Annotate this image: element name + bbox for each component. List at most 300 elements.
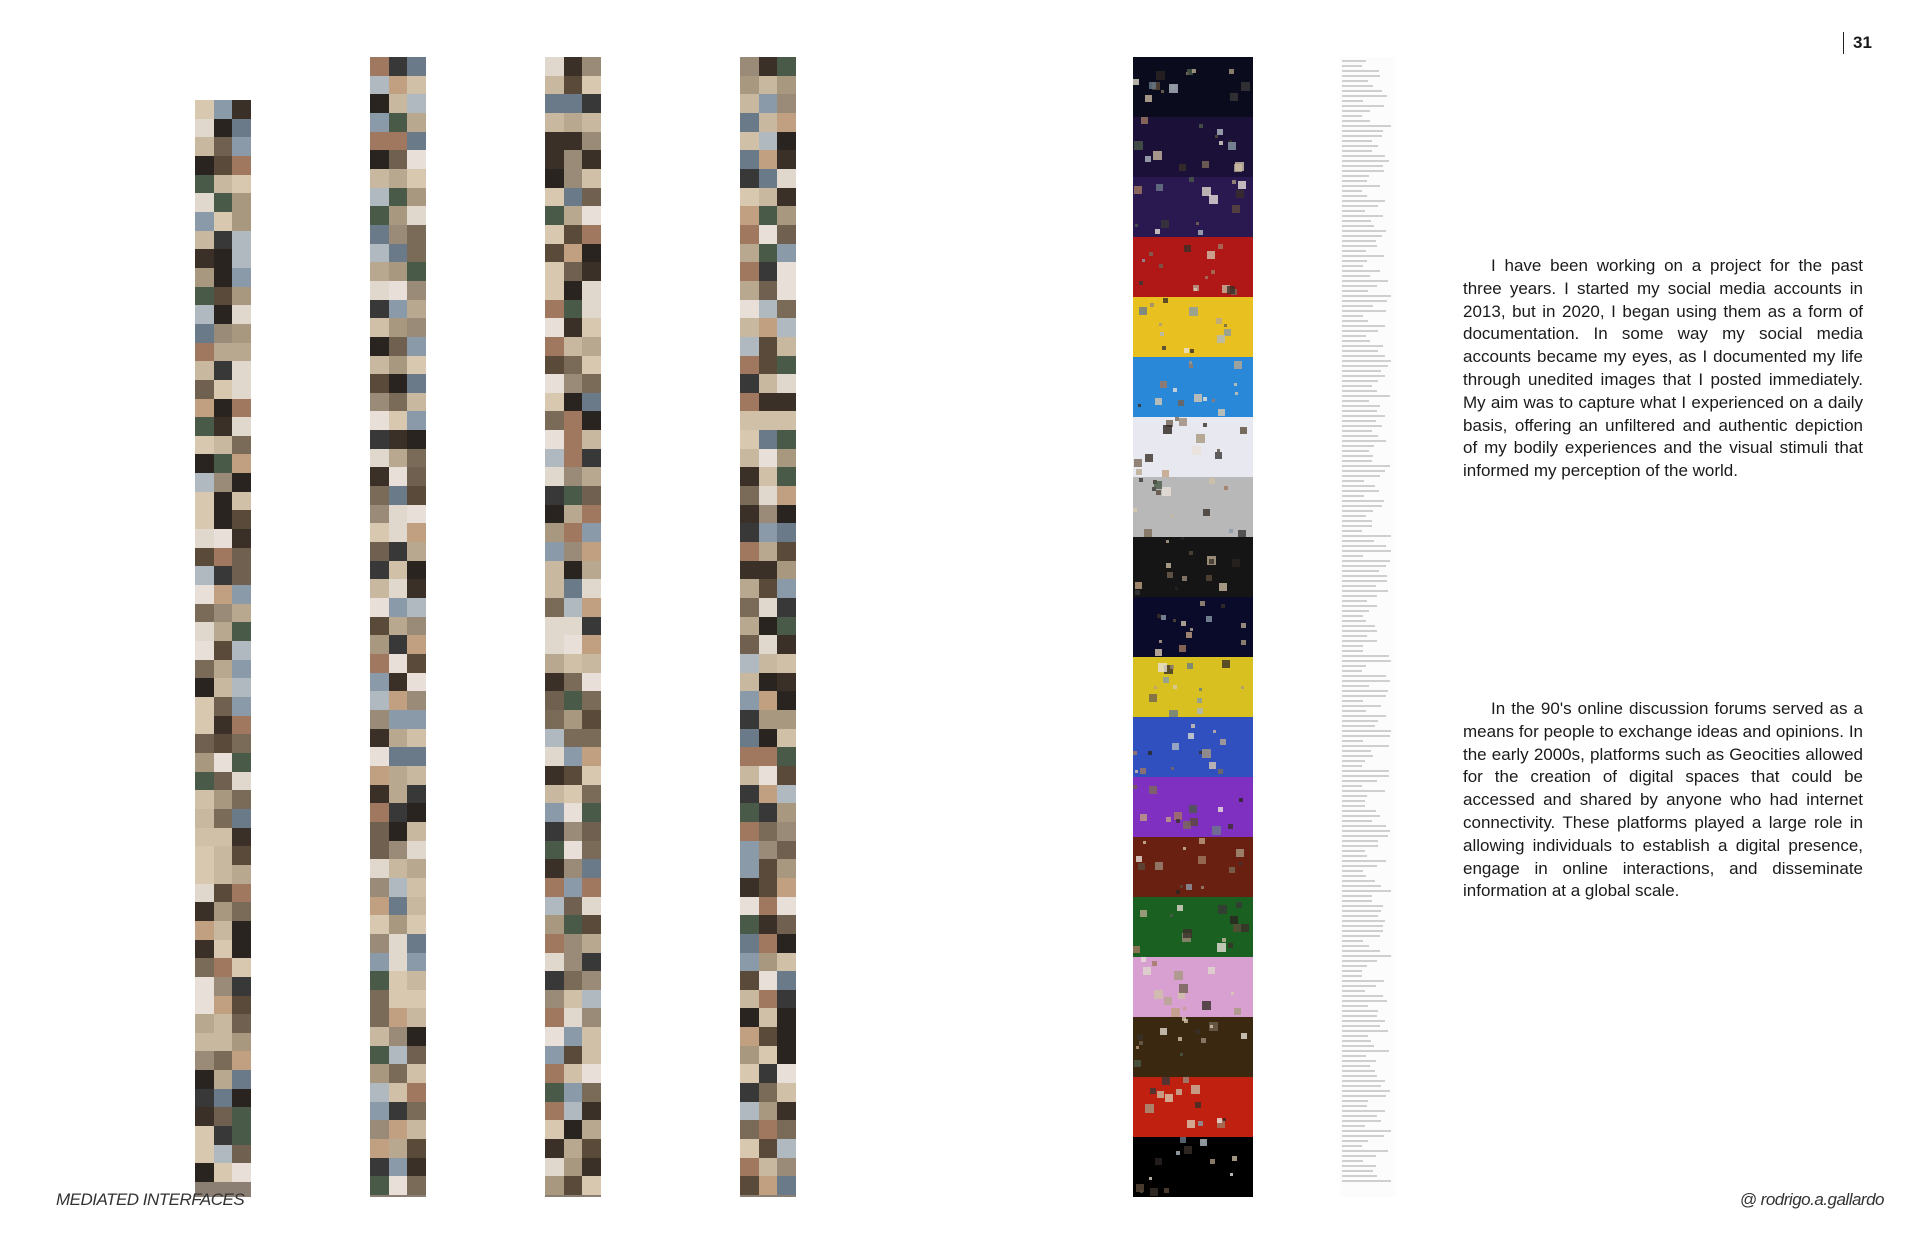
photo-thumbnail xyxy=(407,94,426,113)
text-line xyxy=(1342,1135,1384,1137)
photo-thumbnail xyxy=(759,542,778,561)
text-line xyxy=(1342,730,1391,732)
photo-thumbnail xyxy=(545,1176,564,1195)
photo-thumbnail xyxy=(232,996,251,1015)
text-line xyxy=(1342,1055,1366,1057)
photo-thumbnail xyxy=(564,1083,583,1102)
photo-thumbnail xyxy=(777,169,796,188)
photo-thumbnail xyxy=(759,579,778,598)
text-line xyxy=(1342,140,1372,142)
text-line xyxy=(1342,475,1380,477)
photo-thumbnail xyxy=(759,654,778,673)
text-line xyxy=(1342,370,1381,372)
photo-thumbnail xyxy=(214,566,233,585)
photo-thumbnail xyxy=(582,1176,601,1195)
photo-thumbnail xyxy=(370,1158,389,1177)
photo-thumbnail xyxy=(564,1027,583,1046)
photo-thumbnail xyxy=(214,660,233,679)
photo-thumbnail xyxy=(389,430,408,449)
text-line xyxy=(1342,460,1372,462)
text-line xyxy=(1342,550,1391,552)
text-line xyxy=(1342,330,1378,332)
photo-thumbnail xyxy=(545,356,564,375)
photo-thumbnail xyxy=(195,940,214,959)
photo-grid-strip-1 xyxy=(195,100,251,1197)
photo-thumbnail xyxy=(214,529,233,548)
photo-thumbnail xyxy=(232,417,251,436)
photo-thumbnail xyxy=(740,673,759,692)
text-line xyxy=(1342,510,1373,512)
photo-thumbnail xyxy=(564,990,583,1009)
photo-thumbnail xyxy=(759,822,778,841)
text-line xyxy=(1342,420,1376,422)
photo-thumbnail xyxy=(582,841,601,860)
photo-thumbnail xyxy=(214,175,233,194)
photo-thumbnail xyxy=(740,1083,759,1102)
text-line xyxy=(1342,620,1366,622)
photo-thumbnail xyxy=(389,1102,408,1121)
photo-thumbnail xyxy=(389,1046,408,1065)
photo-thumbnail xyxy=(407,803,426,822)
photo-thumbnail xyxy=(777,523,796,542)
text-line xyxy=(1342,655,1389,657)
text-line xyxy=(1342,1100,1368,1102)
photo-thumbnail xyxy=(214,940,233,959)
text-line xyxy=(1342,735,1390,737)
photo-grid-strip-4 xyxy=(740,57,796,1197)
text-line xyxy=(1342,1010,1378,1012)
photo-thumbnail xyxy=(389,878,408,897)
photo-thumbnail xyxy=(545,785,564,804)
photo-thumbnail xyxy=(582,337,601,356)
text-line xyxy=(1342,340,1370,342)
text-line xyxy=(1342,255,1384,257)
photo-thumbnail xyxy=(545,188,564,207)
photo-thumbnail xyxy=(564,94,583,113)
photo-thumbnail xyxy=(214,473,233,492)
photo-thumbnail xyxy=(759,1120,778,1139)
photo-thumbnail xyxy=(777,579,796,598)
text-line xyxy=(1342,435,1378,437)
photo-thumbnail xyxy=(370,766,389,785)
text-line xyxy=(1342,125,1391,127)
photo-thumbnail xyxy=(564,113,583,132)
photo-thumbnail xyxy=(232,585,251,604)
photo-thumbnail xyxy=(407,113,426,132)
text-line xyxy=(1342,790,1385,792)
text-line xyxy=(1342,505,1382,507)
photo-thumbnail xyxy=(777,281,796,300)
text-line xyxy=(1342,525,1372,527)
photo-thumbnail xyxy=(232,343,251,362)
photo-thumbnail xyxy=(214,622,233,641)
photo-thumbnail xyxy=(214,249,233,268)
photo-thumbnail xyxy=(759,132,778,151)
photo-thumbnail xyxy=(195,548,214,567)
photo-thumbnail xyxy=(740,654,759,673)
photo-thumbnail xyxy=(740,113,759,132)
photo-thumbnail xyxy=(545,337,564,356)
photo-thumbnail xyxy=(214,921,233,940)
photo-thumbnail xyxy=(777,1176,796,1195)
photo-thumbnail xyxy=(545,430,564,449)
photo-thumbnail xyxy=(389,57,408,76)
photo-thumbnail xyxy=(195,1089,214,1108)
photo-thumbnail xyxy=(740,318,759,337)
text-line xyxy=(1342,540,1374,542)
photo-thumbnail xyxy=(759,356,778,375)
text-line xyxy=(1342,665,1366,667)
text-line xyxy=(1342,100,1363,102)
photo-thumbnail xyxy=(759,1102,778,1121)
website-band xyxy=(1133,717,1253,777)
photo-thumbnail xyxy=(370,953,389,972)
photo-thumbnail xyxy=(232,678,251,697)
photo-thumbnail xyxy=(370,822,389,841)
photo-thumbnail xyxy=(759,505,778,524)
photo-thumbnail xyxy=(777,729,796,748)
photo-thumbnail xyxy=(232,380,251,399)
photo-thumbnail xyxy=(389,710,408,729)
photo-thumbnail xyxy=(777,1064,796,1083)
photo-thumbnail xyxy=(195,809,214,828)
photo-thumbnail xyxy=(777,822,796,841)
photo-thumbnail xyxy=(545,635,564,654)
photo-thumbnail xyxy=(407,150,426,169)
photo-thumbnail xyxy=(214,977,233,996)
photo-thumbnail xyxy=(195,361,214,380)
photo-thumbnail xyxy=(777,1083,796,1102)
photo-thumbnail xyxy=(564,915,583,934)
photo-thumbnail xyxy=(545,113,564,132)
photo-thumbnail xyxy=(370,859,389,878)
photo-thumbnail xyxy=(740,617,759,636)
text-line xyxy=(1342,870,1363,872)
photo-thumbnail xyxy=(759,673,778,692)
photo-thumbnail xyxy=(214,996,233,1015)
photo-thumbnail xyxy=(564,729,583,748)
photo-thumbnail xyxy=(545,915,564,934)
text-line xyxy=(1342,1155,1376,1157)
photo-thumbnail xyxy=(545,841,564,860)
photo-thumbnail xyxy=(407,542,426,561)
photo-thumbnail xyxy=(407,934,426,953)
photo-thumbnail xyxy=(232,660,251,679)
photo-thumbnail xyxy=(545,206,564,225)
text-line xyxy=(1342,660,1391,662)
photo-thumbnail xyxy=(564,785,583,804)
photo-thumbnail xyxy=(370,449,389,468)
photo-thumbnail xyxy=(232,977,251,996)
text-line xyxy=(1342,770,1389,772)
photo-thumbnail xyxy=(545,150,564,169)
photo-thumbnail xyxy=(564,691,583,710)
photo-thumbnail xyxy=(582,225,601,244)
photo-thumbnail xyxy=(777,617,796,636)
photo-thumbnail xyxy=(407,710,426,729)
photo-thumbnail xyxy=(759,337,778,356)
photo-thumbnail xyxy=(407,971,426,990)
photo-thumbnail xyxy=(545,691,564,710)
photo-thumbnail xyxy=(214,492,233,511)
photo-thumbnail xyxy=(232,548,251,567)
photo-thumbnail xyxy=(582,318,601,337)
photo-thumbnail xyxy=(740,1120,759,1139)
text-line xyxy=(1342,1050,1389,1052)
photo-thumbnail xyxy=(407,635,426,654)
photo-thumbnail xyxy=(582,691,601,710)
text-line xyxy=(1342,480,1364,482)
text-line xyxy=(1342,85,1373,87)
photo-thumbnail xyxy=(777,561,796,580)
photo-thumbnail xyxy=(740,505,759,524)
text-line xyxy=(1342,270,1380,272)
photo-thumbnail xyxy=(232,175,251,194)
photo-thumbnail xyxy=(407,486,426,505)
photo-thumbnail xyxy=(564,654,583,673)
text-line xyxy=(1342,170,1384,172)
photo-thumbnail xyxy=(370,411,389,430)
photo-thumbnail xyxy=(214,697,233,716)
text-line xyxy=(1342,375,1385,377)
photo-thumbnail xyxy=(195,958,214,977)
photo-thumbnail xyxy=(582,561,601,580)
photo-thumbnail xyxy=(564,225,583,244)
text-line xyxy=(1342,1125,1365,1127)
photo-thumbnail xyxy=(582,486,601,505)
photo-thumbnail xyxy=(564,561,583,580)
photo-thumbnail xyxy=(582,822,601,841)
text-line xyxy=(1342,265,1363,267)
photo-thumbnail xyxy=(195,529,214,548)
photo-thumbnail xyxy=(195,678,214,697)
photo-thumbnail xyxy=(232,902,251,921)
text-line xyxy=(1342,335,1366,337)
photo-thumbnail xyxy=(582,710,601,729)
photo-thumbnail xyxy=(759,262,778,281)
photo-thumbnail xyxy=(740,150,759,169)
photo-thumbnail xyxy=(195,436,214,455)
photo-thumbnail xyxy=(232,1014,251,1033)
photo-thumbnail xyxy=(545,57,564,76)
photo-thumbnail xyxy=(370,1064,389,1083)
photo-thumbnail xyxy=(232,1107,251,1126)
page-number: 31 xyxy=(1843,32,1872,54)
photo-thumbnail xyxy=(407,654,426,673)
photo-thumbnail xyxy=(370,150,389,169)
photo-thumbnail xyxy=(370,467,389,486)
photo-thumbnail xyxy=(195,977,214,996)
photo-thumbnail xyxy=(195,753,214,772)
text-line xyxy=(1342,515,1366,517)
photo-thumbnail xyxy=(195,287,214,306)
photo-thumbnail xyxy=(545,729,564,748)
photo-thumbnail xyxy=(564,318,583,337)
photo-thumbnail xyxy=(389,76,408,95)
text-line xyxy=(1342,990,1365,992)
photo-thumbnail xyxy=(407,1139,426,1158)
text-line xyxy=(1342,900,1372,902)
photo-thumbnail xyxy=(582,934,601,953)
photo-thumbnail xyxy=(564,542,583,561)
website-band xyxy=(1133,537,1253,597)
website-band xyxy=(1133,297,1253,357)
text-line xyxy=(1342,1130,1391,1132)
photo-thumbnail xyxy=(389,225,408,244)
photo-thumbnail xyxy=(389,953,408,972)
text-line xyxy=(1342,295,1391,297)
text-line xyxy=(1342,455,1373,457)
photo-thumbnail xyxy=(232,809,251,828)
text-line xyxy=(1342,215,1383,217)
photo-thumbnail xyxy=(370,542,389,561)
photo-thumbnail xyxy=(195,1145,214,1164)
photo-thumbnail xyxy=(232,772,251,791)
photo-thumbnail xyxy=(564,859,583,878)
photo-thumbnail xyxy=(214,156,233,175)
photo-thumbnail xyxy=(564,747,583,766)
photo-thumbnail xyxy=(370,915,389,934)
photo-thumbnail xyxy=(407,393,426,412)
photo-thumbnail xyxy=(389,691,408,710)
photo-thumbnail xyxy=(777,430,796,449)
text-line xyxy=(1342,210,1365,212)
photo-thumbnail xyxy=(214,1089,233,1108)
text-line xyxy=(1342,645,1363,647)
photo-thumbnail xyxy=(759,1139,778,1158)
photo-thumbnail xyxy=(407,132,426,151)
photo-thumbnail xyxy=(370,244,389,263)
photo-thumbnail xyxy=(740,542,759,561)
photo-thumbnail xyxy=(195,137,214,156)
text-line xyxy=(1342,165,1383,167)
website-band xyxy=(1133,477,1253,537)
photo-thumbnail xyxy=(545,654,564,673)
photo-thumbnail xyxy=(582,449,601,468)
photo-thumbnail xyxy=(759,430,778,449)
text-line xyxy=(1342,600,1367,602)
photo-thumbnail xyxy=(582,785,601,804)
photo-thumbnail xyxy=(777,356,796,375)
photo-thumbnail xyxy=(214,772,233,791)
text-line xyxy=(1342,835,1388,837)
website-band xyxy=(1133,1137,1253,1197)
photo-thumbnail xyxy=(564,971,583,990)
photo-thumbnail xyxy=(214,1070,233,1089)
photo-thumbnail xyxy=(389,897,408,916)
photo-thumbnail xyxy=(759,449,778,468)
photo-thumbnail xyxy=(232,156,251,175)
website-band xyxy=(1133,657,1253,717)
photo-thumbnail xyxy=(389,449,408,468)
text-line xyxy=(1342,90,1382,92)
photo-thumbnail xyxy=(582,169,601,188)
photo-thumbnail xyxy=(389,169,408,188)
photo-thumbnail xyxy=(582,971,601,990)
photo-thumbnail xyxy=(582,188,601,207)
photo-thumbnail xyxy=(759,1008,778,1027)
text-line xyxy=(1342,500,1384,502)
photo-thumbnail xyxy=(407,1008,426,1027)
photo-thumbnail xyxy=(582,244,601,263)
photo-thumbnail xyxy=(777,1139,796,1158)
photo-thumbnail xyxy=(407,729,426,748)
photo-thumbnail xyxy=(582,1083,601,1102)
photo-thumbnail xyxy=(564,897,583,916)
photo-thumbnail xyxy=(370,729,389,748)
geocities-website-strip xyxy=(1133,57,1253,1197)
photo-thumbnail xyxy=(232,137,251,156)
text-line xyxy=(1342,315,1363,317)
text-line xyxy=(1342,945,1369,947)
photo-thumbnail xyxy=(195,249,214,268)
photo-thumbnail xyxy=(582,859,601,878)
text-line xyxy=(1342,585,1376,587)
text-line xyxy=(1342,765,1362,767)
text-line xyxy=(1342,120,1370,122)
photo-thumbnail xyxy=(407,1176,426,1195)
text-line xyxy=(1342,150,1372,152)
photo-thumbnail xyxy=(214,1145,233,1164)
text-line xyxy=(1342,470,1385,472)
photo-thumbnail xyxy=(195,772,214,791)
photo-thumbnail xyxy=(232,716,251,735)
text-line xyxy=(1342,260,1367,262)
photo-thumbnail xyxy=(777,113,796,132)
photo-thumbnail xyxy=(759,76,778,95)
photo-thumbnail xyxy=(777,785,796,804)
text-line xyxy=(1342,565,1386,567)
photo-thumbnail xyxy=(407,225,426,244)
text-line xyxy=(1342,855,1367,857)
photo-thumbnail xyxy=(407,449,426,468)
website-band xyxy=(1133,837,1253,897)
photo-thumbnail xyxy=(545,225,564,244)
photo-thumbnail xyxy=(564,1046,583,1065)
photo-thumbnail xyxy=(582,542,601,561)
photo-thumbnail xyxy=(214,287,233,306)
photo-thumbnail xyxy=(232,566,251,585)
photo-thumbnail xyxy=(389,1008,408,1027)
photo-thumbnail xyxy=(195,156,214,175)
text-line xyxy=(1342,795,1367,797)
photo-thumbnail xyxy=(759,990,778,1009)
text-line xyxy=(1342,105,1384,107)
photo-thumbnail xyxy=(759,635,778,654)
website-band xyxy=(1133,237,1253,297)
photo-thumbnail xyxy=(564,673,583,692)
text-line xyxy=(1342,980,1384,982)
photo-thumbnail xyxy=(582,654,601,673)
photo-thumbnail xyxy=(545,486,564,505)
photo-thumbnail xyxy=(195,585,214,604)
photo-thumbnail xyxy=(370,579,389,598)
photo-thumbnail xyxy=(740,561,759,580)
photo-thumbnail xyxy=(545,710,564,729)
photo-thumbnail xyxy=(195,846,214,865)
photo-thumbnail xyxy=(407,1046,426,1065)
text-line xyxy=(1342,95,1387,97)
photo-thumbnail xyxy=(545,1046,564,1065)
photo-thumbnail xyxy=(195,790,214,809)
photo-thumbnail xyxy=(195,454,214,473)
text-line xyxy=(1342,1085,1381,1087)
photo-thumbnail xyxy=(370,94,389,113)
photo-thumbnail xyxy=(777,654,796,673)
text-line xyxy=(1342,200,1385,202)
photo-thumbnail xyxy=(582,729,601,748)
photo-thumbnail xyxy=(740,486,759,505)
